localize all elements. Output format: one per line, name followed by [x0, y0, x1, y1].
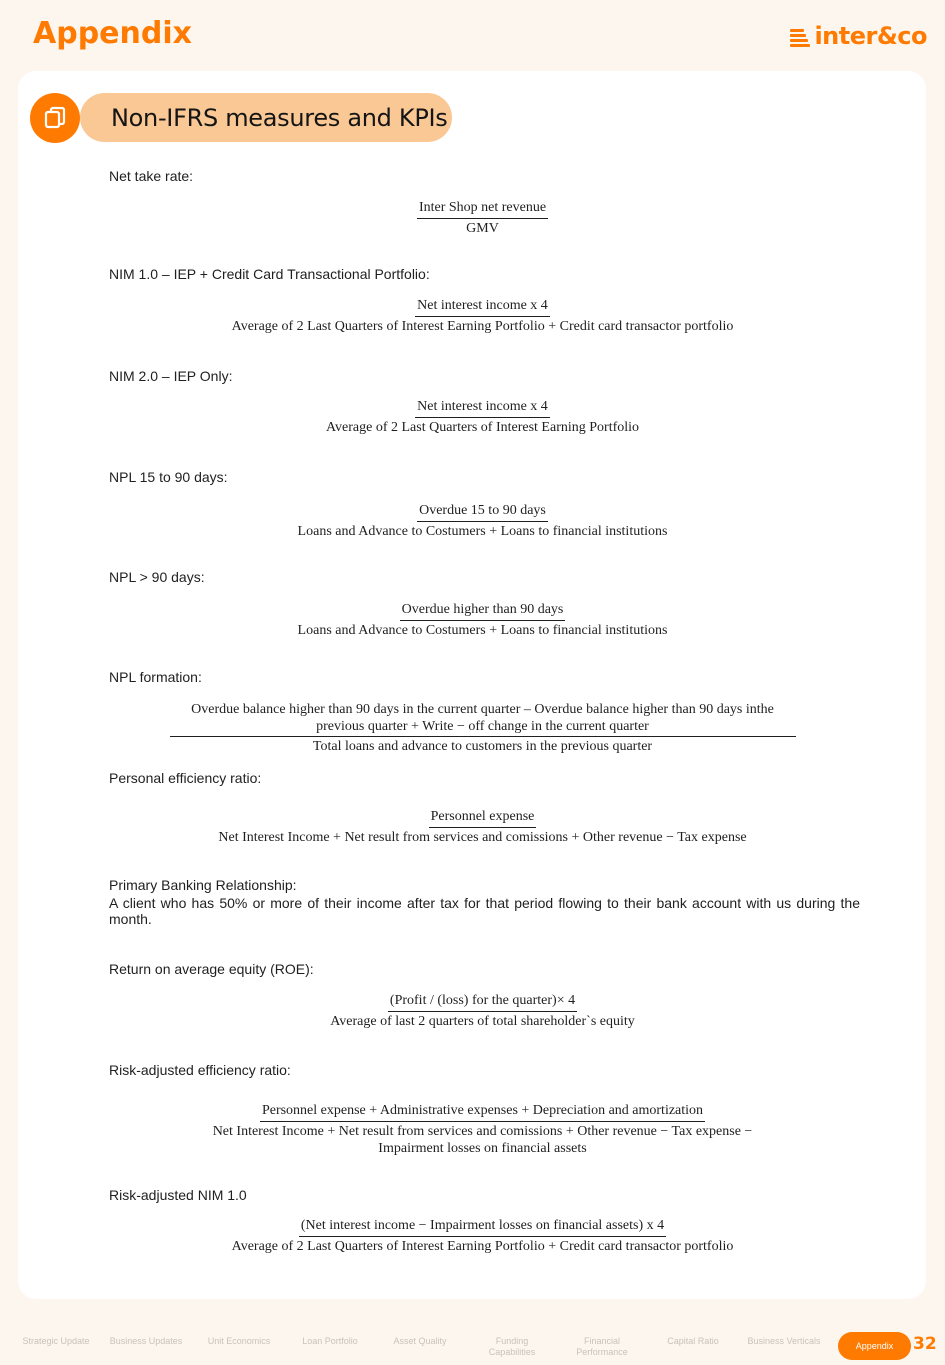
- nav-item-asset-quality[interactable]: Asset Quality: [393, 1336, 447, 1346]
- nav-item-business-updates[interactable]: Business Updates: [109, 1336, 183, 1346]
- logo-text: inter&co: [814, 22, 927, 50]
- metric-description-primary-banking: A client who has 50% or more of their income after tax for that period flowing to their bank account with us during the month.: [109, 895, 860, 927]
- metric-label-nim-1: NIM 1.0 – IEP + Credit Card Transactional Portfolio:: [109, 266, 430, 282]
- metric-label-risk-adjusted-efficiency: Risk-adjusted efficiency ratio:: [109, 1062, 291, 1078]
- formula-denominator: Average of 2 Last Quarters of Interest Earning Portfolio: [325, 420, 640, 435]
- copy-pages-icon: [30, 93, 80, 143]
- formula-numerator: Inter Shop net revenue: [417, 199, 548, 219]
- section-title: Non-IFRS measures and KPIs: [80, 93, 452, 142]
- formula-denominator: Average of last 2 quarters of total shareholder`s equity: [330, 1014, 635, 1029]
- metric-label-roe: Return on average equity (ROE):: [109, 961, 314, 977]
- formula-nim-1: [0, 297, 945, 336]
- formula-numerator: (Net interest income − Impairment losses on financial assets) x 4: [299, 1217, 666, 1237]
- metric-label-primary-banking: Primary Banking Relationship:: [109, 877, 297, 893]
- formula-risk-adjusted-efficiency: [0, 1102, 945, 1157]
- metric-label-nim-2: NIM 2.0 – IEP Only:: [109, 368, 233, 384]
- formula-numerator: Net interest income x 4: [415, 398, 550, 418]
- formula-denominator: GMV: [466, 221, 499, 236]
- nav-item-loan-portfolio[interactable]: Loan Portfolio: [302, 1336, 358, 1346]
- page-title: Appendix: [33, 16, 192, 51]
- nav-item-appendix-active[interactable]: Appendix: [838, 1332, 911, 1360]
- formula-numerator: (Profit / (loss) for the quarter)× 4: [388, 992, 577, 1012]
- formula-risk-adjusted-nim: [0, 1217, 945, 1256]
- metric-label-npl-90: NPL > 90 days:: [109, 569, 205, 585]
- formula-denominator: Loans and Advance to Costumers + Loans to financial institutions: [297, 623, 668, 638]
- formula-denominator: Average of 2 Last Quarters of Interest Earning Portfolio + Credit card transactor portfolio: [231, 319, 734, 334]
- company-logo[interactable]: [790, 22, 927, 50]
- formula-denominator: Net Interest Income + Net result from services and comissions + Other revenue − Tax expense: [218, 830, 747, 845]
- metric-label-net-take-rate: Net take rate:: [109, 168, 194, 184]
- nav-item-capital-ratio[interactable]: Capital Ratio: [667, 1336, 719, 1346]
- formula-numerator: Overdue higher than 90 days: [400, 601, 566, 621]
- nav-item-funding-capabilities[interactable]: Funding Capabilities: [488, 1336, 536, 1357]
- page-number: 32: [913, 1334, 937, 1354]
- formula-personal-efficiency: [0, 808, 945, 847]
- formula-roe: [0, 992, 945, 1031]
- bottom-navigation: [0, 1330, 945, 1365]
- formula-numerator: Personnel expense: [429, 808, 537, 828]
- formula-npl-formation: [0, 701, 945, 756]
- metric-label-personal-efficiency: Personal efficiency ratio:: [109, 770, 262, 786]
- logo-mark-icon: [790, 29, 810, 47]
- formula-denominator: Loans and Advance to Costumers + Loans to financial institutions: [297, 524, 668, 539]
- formula-denominator: Total loans and advance to customers in the previous quarter: [312, 739, 653, 754]
- formula-numerator: Overdue 15 to 90 days: [417, 502, 548, 522]
- formula-denominator: Net Interest Income + Net result from services and comissions + Other revenue − Tax expense − Impairment losses on financial assets: [212, 1124, 753, 1156]
- nav-item-business-verticals[interactable]: Business Verticals: [747, 1336, 821, 1346]
- formula-denominator: Average of 2 Last Quarters of Interest Earning Portfolio + Credit card transactor portfolio: [231, 1239, 734, 1254]
- formula-nim-2: [0, 398, 945, 437]
- formula-numerator: Personnel expense + Administrative expenses + Depreciation and amortization: [260, 1102, 705, 1122]
- formula-npl-90: [0, 601, 945, 640]
- formula-numerator: Overdue balance higher than 90 days in the current quarter – Overdue balance higher than 90 days inthe previous quarter + Write − off change in the current quarter: [170, 701, 796, 737]
- nav-item-financial-performance[interactable]: Financial Performance: [576, 1336, 628, 1357]
- formula-numerator: Net interest income x 4: [415, 297, 550, 317]
- metric-label-risk-adjusted-nim: Risk-adjusted NIM 1.0: [109, 1187, 247, 1203]
- formula-npl-15-90: [0, 502, 945, 541]
- nav-item-strategic-update[interactable]: Strategic Update: [22, 1336, 90, 1346]
- metric-label-npl-formation: NPL formation:: [109, 669, 202, 685]
- metric-label-npl-15-90: NPL 15 to 90 days:: [109, 469, 228, 485]
- nav-item-unit-economics[interactable]: Unit Economics: [207, 1336, 271, 1346]
- formula-net-take-rate: [0, 199, 945, 238]
